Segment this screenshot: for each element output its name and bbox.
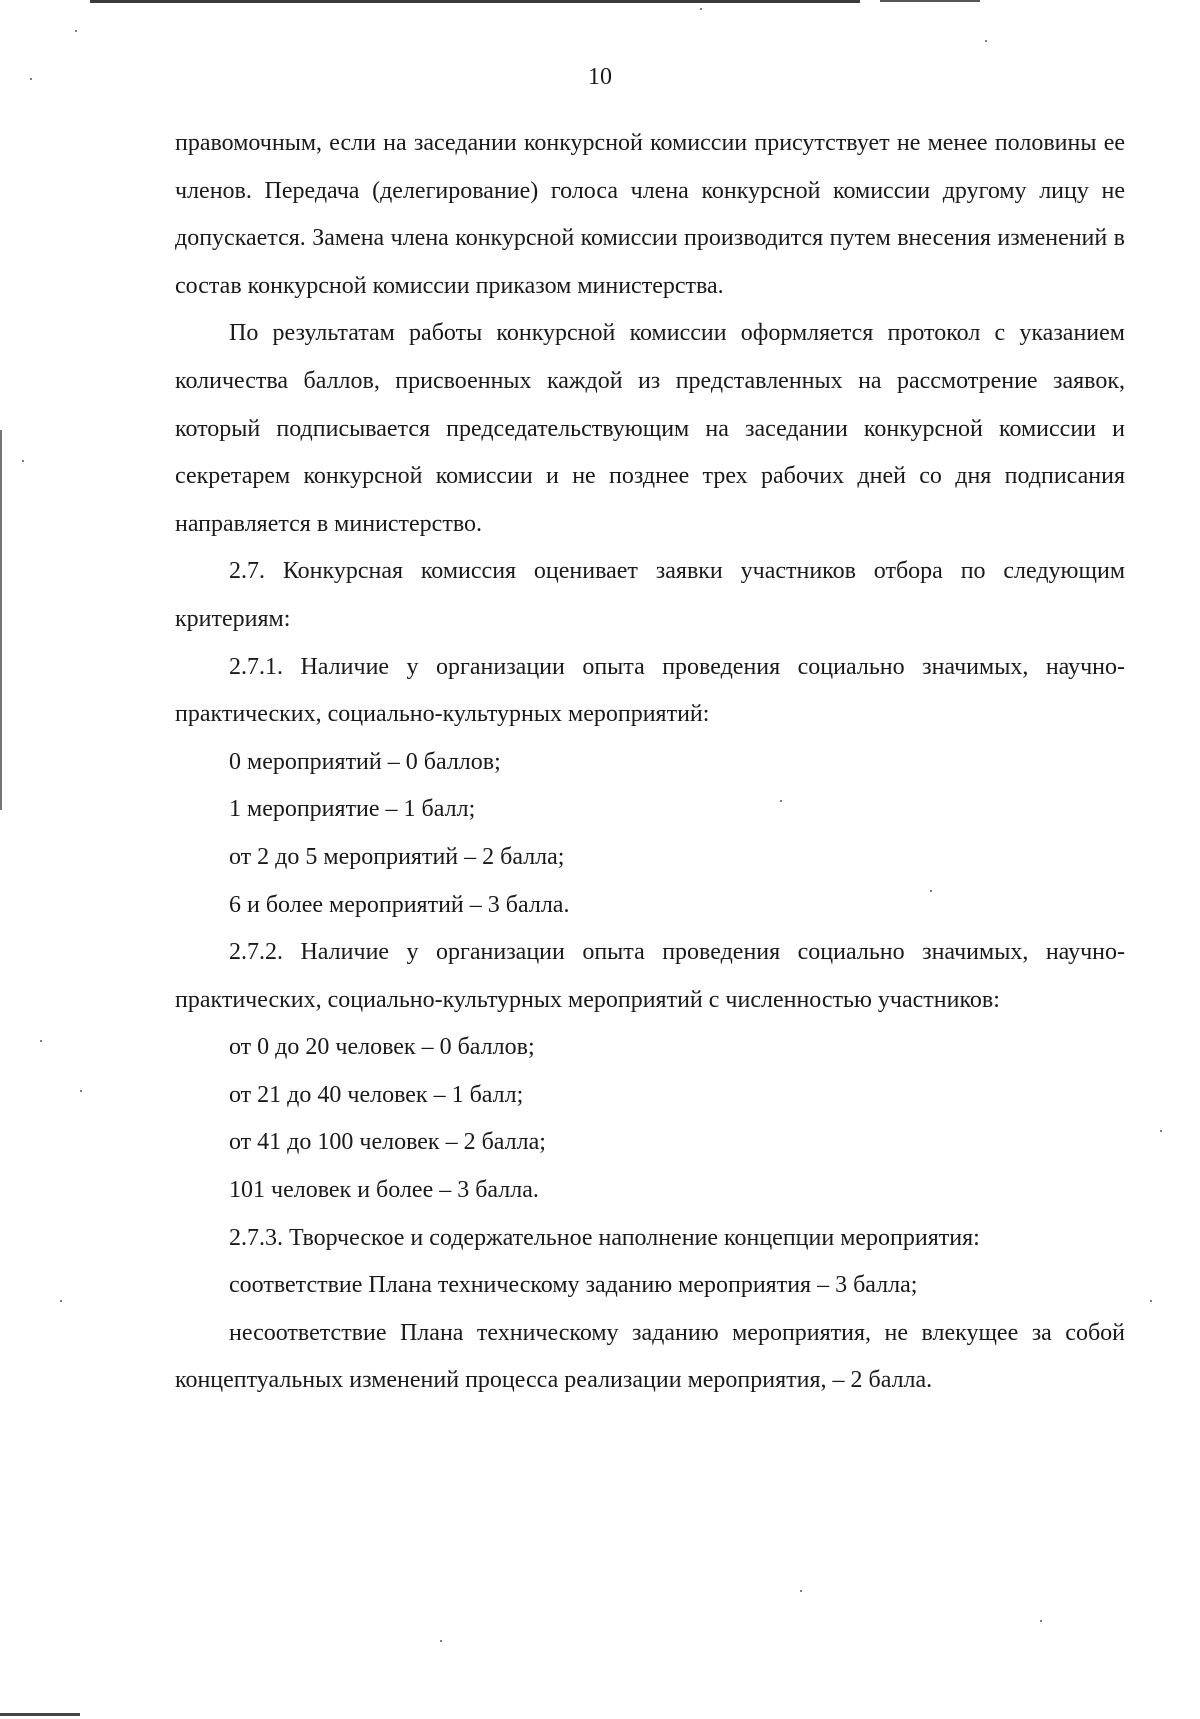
scan-speck [1160,1130,1162,1132]
scan-artifact-top-line-short [880,0,980,2]
scan-speck [1040,1620,1042,1622]
paragraph-section-2-7: 2.7. Конкурсная комиссия оценивает заявки участников отбора по следующим критериям: [175,558,1125,632]
scan-speck [440,1640,442,1642]
criteria-item: от 41 до 100 человек – 2 балла; [229,1129,546,1156]
criteria-item: от 0 до 20 человек – 0 баллов; [229,1034,535,1061]
paragraph-commission-quorum: правомочным, если на заседании конкурсной комиссии присутствует не менее половины ее членов. Передача (делегирование) голоса члена конкурсной комиссии другому лицу не допускается. Замена члена конкурсной комиссии производится путем внесения изменений в состав конкурсной комиссии приказом министерства. [175,130,1125,299]
scan-artifact-left-edge [0,430,2,810]
scan-speck [700,8,702,10]
criteria-item: от 2 до 5 мероприятий – 2 балла; [229,843,565,870]
scan-speck [985,40,987,42]
scan-speck [1150,1300,1152,1302]
criteria-item: соответствие Плана техническому заданию мероприятия – 3 балла; [229,1272,918,1299]
criteria-item-multiline: несоответствие Плана техническому заданию мероприятия, не влекущее за собой концептуальных изменений процесса реализации мероприятия, – 2 балла. [175,1319,1125,1394]
scan-artifact-top-line [90,0,860,3]
criteria-item: 101 человек и более – 3 балла. [229,1177,539,1204]
paragraph-section-2-7-2: 2.7.2. Наличие у организации опыта проведения социально значимых, научно-практических, социально-культурных мероприятий с численностью участников: [175,939,1125,1013]
document-body [175,120,1125,1405]
scan-speck [80,1090,82,1092]
criteria-item: 6 и более мероприятий – 3 балла. [229,891,570,918]
criteria-item: 1 мероприятие – 1 балл; [229,796,476,823]
paragraph-protocol: По результатам работы конкурсной комиссии оформляется протокол с указанием количества баллов, присвоенных каждой из представленных на рассмотрение заявок, который подписывается председательствующим на заседании конкурсной комиссии и секретарем конкурсной комиссии и не позднее трех рабочих дней со дня подписания направляется в министерство. [175,320,1125,537]
criteria-item: 0 мероприятий – 0 баллов; [229,748,501,775]
paragraph-section-2-7-3: 2.7.3. Творческое и содержательное наполнение концепции мероприятия: [229,1224,980,1251]
paragraph-section-2-7-1: 2.7.1. Наличие у организации опыта проведения социально значимых, научно-практических, социально-культурных мероприятий: [175,653,1125,728]
scan-speck [22,460,24,462]
scan-speck [800,1590,802,1592]
scan-speck [40,1040,42,1042]
scan-artifact-bottom-line [0,1713,80,1716]
scan-speck [60,1300,62,1302]
page-number: 10 [588,64,612,90]
criteria-item: от 21 до 40 человек – 1 балл; [229,1081,524,1108]
scan-speck [75,30,77,32]
